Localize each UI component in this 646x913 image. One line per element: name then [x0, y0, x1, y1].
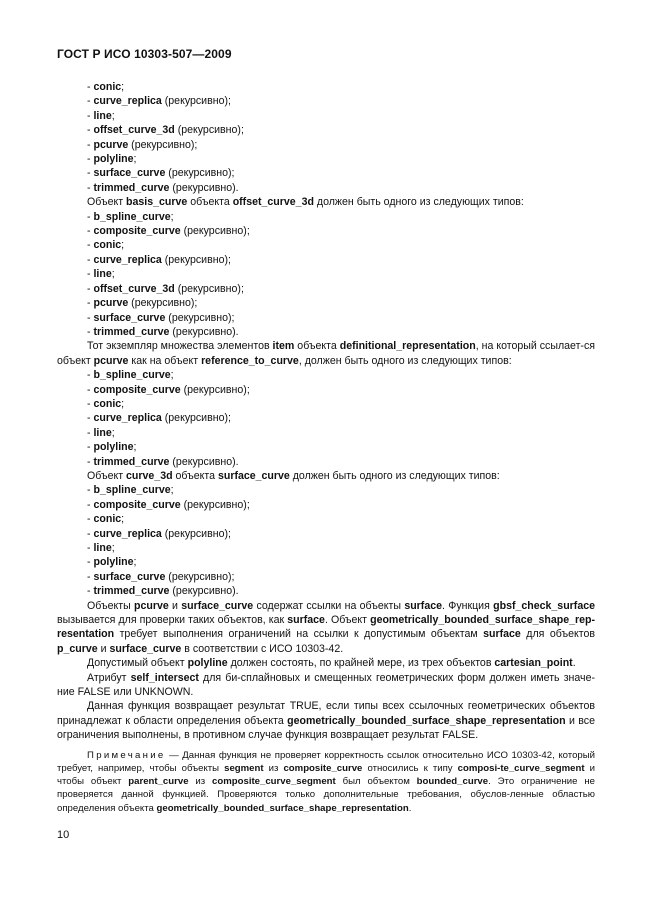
text-run: ;: [170, 369, 174, 382]
identifier: composite_curve_segment: [212, 776, 336, 788]
identifier: polyline: [93, 556, 134, 569]
text-run: -: [87, 181, 94, 194]
list-item: [57, 224, 595, 238]
text-run: ;: [133, 556, 137, 569]
text-run: -: [87, 369, 94, 382]
identifier: b_spline_curve: [93, 210, 171, 223]
text-run: в соответствии с ИСО 10303-42.: [181, 642, 344, 655]
text-run: как на объект: [128, 354, 202, 367]
identifier: line: [93, 542, 112, 554]
text-run: (рекурсивно);: [165, 570, 235, 583]
identifier: trimmed_curve: [93, 455, 170, 468]
text-run: ;: [121, 81, 125, 93]
text-run: (рекурсивно);: [174, 124, 244, 137]
text-run: Допустимый объект: [87, 657, 188, 670]
list-item: [57, 80, 595, 94]
paragraph: [57, 671, 595, 700]
list-item: [57, 152, 595, 166]
text-run: -: [87, 81, 94, 93]
text-run: содержат ссылки на объекты: [253, 599, 405, 612]
list-item: [57, 555, 595, 569]
text-run: Атрибут: [87, 671, 131, 684]
text-run: Объект: [87, 196, 127, 209]
list-item: [57, 311, 595, 325]
identifier: gbsf_check_surface: [493, 599, 595, 612]
list-item: [57, 325, 595, 339]
note-label: Примечание: [87, 749, 166, 761]
text-run: (рекурсивно).: [169, 181, 239, 194]
text-run: (рекурсивно);: [161, 412, 231, 425]
identifier: surface_curve: [217, 469, 290, 482]
identifier: offset_curve_3d: [232, 196, 314, 209]
text-run: и чтобы объект: [57, 762, 596, 788]
identifier: segment: [224, 762, 264, 774]
text-run: .: [408, 802, 412, 814]
list-item: [57, 123, 595, 137]
text-run: -: [87, 282, 94, 295]
identifier: basis_curve: [126, 196, 188, 209]
text-run: , на который ссылает-ся объект: [57, 340, 595, 367]
text-run: должен быть одного из следующих типов:: [289, 469, 500, 482]
identifier: polyline: [187, 657, 228, 670]
text-run: для би-сплайновых и смещенных геометрических форм должен иметь значе-ние FALSE или UNKNOWN.: [57, 671, 595, 699]
paragraph: [57, 599, 595, 657]
list-item: [57, 498, 595, 512]
identifier: surface_curve: [109, 642, 182, 655]
paragraph: [57, 339, 595, 368]
text-run: (рекурсивно);: [128, 138, 198, 151]
text-run: (рекурсивно);: [180, 383, 250, 396]
identifier: trimmed_curve: [93, 181, 170, 194]
text-run: (рекурсивно).: [169, 455, 239, 468]
text-run: (рекурсивно);: [161, 95, 231, 108]
text-run: -: [87, 325, 94, 338]
text-run: -: [87, 95, 94, 108]
text-run: должен быть одного из следующих типов:: [313, 196, 524, 209]
list-item: [57, 584, 595, 598]
text-run: -: [87, 109, 94, 122]
text-run: (рекурсивно).: [169, 585, 239, 598]
text-run: и: [168, 599, 182, 612]
text-run: , должен быть одного из следующих типов:: [298, 354, 512, 367]
identifier: surface_curve: [93, 167, 166, 180]
identifier: pcurve: [93, 297, 129, 310]
identifier: line: [93, 268, 112, 281]
text-run: и все ограничения выполнены, в противном случае функция возвращает результат FALSE.: [57, 714, 595, 742]
text-run: (рекурсивно);: [180, 225, 250, 238]
text-run: Тот экземпляр множества элементов: [87, 340, 273, 353]
text-run: -: [87, 455, 94, 468]
text-run: -: [87, 397, 94, 410]
identifier: offset_curve_3d: [93, 124, 175, 137]
list-item: [57, 210, 595, 224]
text-run: -: [87, 426, 94, 439]
identifier: curve_replica: [93, 253, 162, 266]
text-run: ;: [121, 397, 125, 410]
text-run: -: [87, 138, 94, 151]
text-run: -: [87, 484, 94, 497]
identifier: composite_curve: [283, 762, 363, 774]
text-run: (рекурсивно);: [165, 311, 235, 324]
document-header: ГОСТ Р ИСО 10303-507—2009: [57, 47, 232, 61]
list-item: [57, 138, 595, 152]
identifier: geometrically_bounded_surface_shape_rep-resentation: [57, 614, 595, 641]
identifier: surface: [404, 599, 443, 612]
document-body: [57, 80, 595, 815]
text-run: объекта: [172, 469, 218, 482]
identifier: pcurve: [93, 354, 129, 367]
text-run: требует выполнения ограничений на ссылки к допустимым объектам: [114, 628, 484, 641]
identifier: cartesian_point: [494, 657, 573, 670]
identifier: definitional_representation: [339, 340, 476, 353]
identifier: surface_curve: [93, 570, 166, 583]
list-item: [57, 541, 595, 555]
identifier: composite_curve: [93, 225, 181, 238]
paragraph: [57, 195, 595, 209]
text-run: -: [87, 570, 94, 583]
identifier: polyline: [93, 441, 134, 454]
list-item: [57, 166, 595, 180]
text-run: из: [263, 762, 284, 774]
identifier: trimmed_curve: [93, 585, 170, 598]
text-run: (рекурсивно);: [161, 527, 231, 540]
identifier: conic: [93, 81, 122, 93]
identifier: parent_curve: [128, 776, 189, 788]
text-run: ;: [133, 153, 137, 166]
text-run: ;: [170, 210, 174, 223]
text-run: -: [87, 311, 94, 324]
text-run: ;: [133, 441, 137, 454]
text-run: объекта: [294, 340, 340, 353]
text-run: вызывается для проверки таких объектов, как: [57, 614, 288, 627]
list-item: [57, 383, 595, 397]
text-run: . Функция: [442, 599, 494, 612]
text-run: ;: [111, 268, 115, 281]
identifier: geometrically_bounded_surface_shape_representation: [156, 802, 409, 814]
identifier: offset_curve_3d: [93, 282, 175, 295]
text-run: .: [572, 657, 576, 670]
text-run: -: [87, 210, 94, 223]
list-item: [57, 455, 595, 469]
list-item: [57, 512, 595, 526]
text-run: (рекурсивно);: [180, 498, 250, 511]
list-item: [57, 238, 595, 252]
text-run: -: [87, 556, 94, 569]
identifier: curve_3d: [126, 469, 173, 482]
identifier: surface: [483, 628, 521, 641]
identifier: conic: [93, 397, 122, 410]
text-run: -: [87, 124, 94, 137]
identifier: reference_to_curve: [201, 354, 299, 367]
text-run: Данная функция возвращает результат TRUE, если типы всех ссылочных геометрических объектов принадлежат к области определения объекта: [57, 700, 595, 727]
text-run: -: [87, 527, 94, 540]
identifier: line: [93, 109, 112, 122]
list-item: [57, 296, 595, 310]
text-run: ;: [111, 426, 115, 439]
identifier: composi-te_curve_segment: [457, 762, 585, 774]
identifier: pcurve: [134, 599, 169, 612]
identifier: curve_replica: [93, 527, 162, 540]
list-item: [57, 109, 595, 123]
identifier: composite_curve: [93, 383, 181, 396]
list-item: [57, 411, 595, 425]
text-run: -: [87, 542, 94, 554]
text-run: ;: [111, 542, 115, 554]
list-item: [57, 368, 595, 382]
text-run: объекта: [187, 196, 233, 209]
text-run: был объектом: [335, 776, 417, 788]
text-run: -: [87, 513, 94, 526]
text-run: для объектов: [520, 628, 595, 641]
text-run: -: [87, 167, 94, 180]
identifier: p_curve: [57, 642, 98, 655]
text-run: -: [87, 585, 94, 598]
identifier: curve_replica: [93, 95, 162, 108]
text-run: и: [97, 642, 110, 655]
text-run: Объект: [87, 469, 127, 482]
paragraph: [57, 656, 595, 670]
text-run: должен состоять, по крайней мере, из трех объектов: [227, 657, 495, 670]
identifier: curve_replica: [93, 412, 162, 425]
text-run: -: [87, 412, 94, 425]
identifier: line: [93, 426, 112, 439]
text-run: ;: [121, 513, 125, 526]
list-item: [57, 253, 595, 267]
list-item: [57, 426, 595, 440]
text-run: (рекурсивно);: [128, 297, 198, 310]
list-item: [57, 282, 595, 296]
list-item: [57, 483, 595, 497]
text-run: -: [87, 253, 94, 266]
list-item: [57, 267, 595, 281]
list-item: [57, 570, 595, 584]
list-item: [57, 440, 595, 454]
text-run: (рекурсивно);: [165, 167, 235, 180]
text-run: -: [87, 239, 94, 252]
text-run: -: [87, 383, 94, 396]
identifier: conic: [93, 239, 122, 252]
text-run: относились к типу: [362, 762, 458, 774]
text-run: Объекты: [87, 599, 134, 612]
identifier: b_spline_curve: [93, 484, 171, 497]
text-run: -: [87, 153, 94, 166]
text-run: -: [87, 297, 94, 310]
identifier: b_spline_curve: [93, 369, 171, 382]
text-run: из: [188, 776, 213, 788]
list-item: [57, 94, 595, 108]
text-run: — Данная функция не проверяет корректность ссылок относительно ИСО 10303-42, который требует, например, чтобы объекты: [57, 749, 595, 774]
paragraph: [57, 699, 595, 742]
page-number: 10: [57, 829, 70, 841]
identifier: surface_curve: [181, 599, 254, 612]
text-run: (рекурсивно);: [174, 282, 244, 295]
identifier: surface_curve: [93, 311, 166, 324]
identifier: bounded_curve: [416, 776, 489, 788]
identifier: surface: [287, 614, 325, 627]
text-run: -: [87, 268, 94, 281]
note-paragraph: [57, 749, 595, 815]
text-run: ;: [111, 109, 115, 122]
text-run: -: [87, 498, 94, 511]
identifier: item: [272, 340, 295, 353]
identifier: pcurve: [93, 138, 129, 151]
identifier: composite_curve: [93, 498, 181, 511]
list-item: [57, 181, 595, 195]
text-run: ;: [170, 484, 174, 497]
text-run: . Это ограничение не проверяется данной функцией. Проверяются только дополнительные требования, обуслов-ленные областью определения объекта: [57, 776, 595, 814]
text-run: . Объект: [324, 614, 371, 627]
text-run: -: [87, 225, 94, 238]
identifier: polyline: [93, 153, 134, 166]
identifier: trimmed_curve: [93, 325, 170, 338]
text-run: -: [87, 441, 94, 454]
text-run: ;: [121, 239, 125, 252]
identifier: conic: [93, 513, 122, 526]
text-run: (рекурсивно);: [161, 253, 231, 266]
text-run: (рекурсивно).: [169, 325, 239, 338]
paragraph: [57, 469, 595, 483]
list-item: [57, 527, 595, 541]
list-item: [57, 397, 595, 411]
identifier: self_intersect: [130, 671, 199, 684]
identifier: geometrically_bounded_surface_shape_representation: [287, 714, 566, 727]
